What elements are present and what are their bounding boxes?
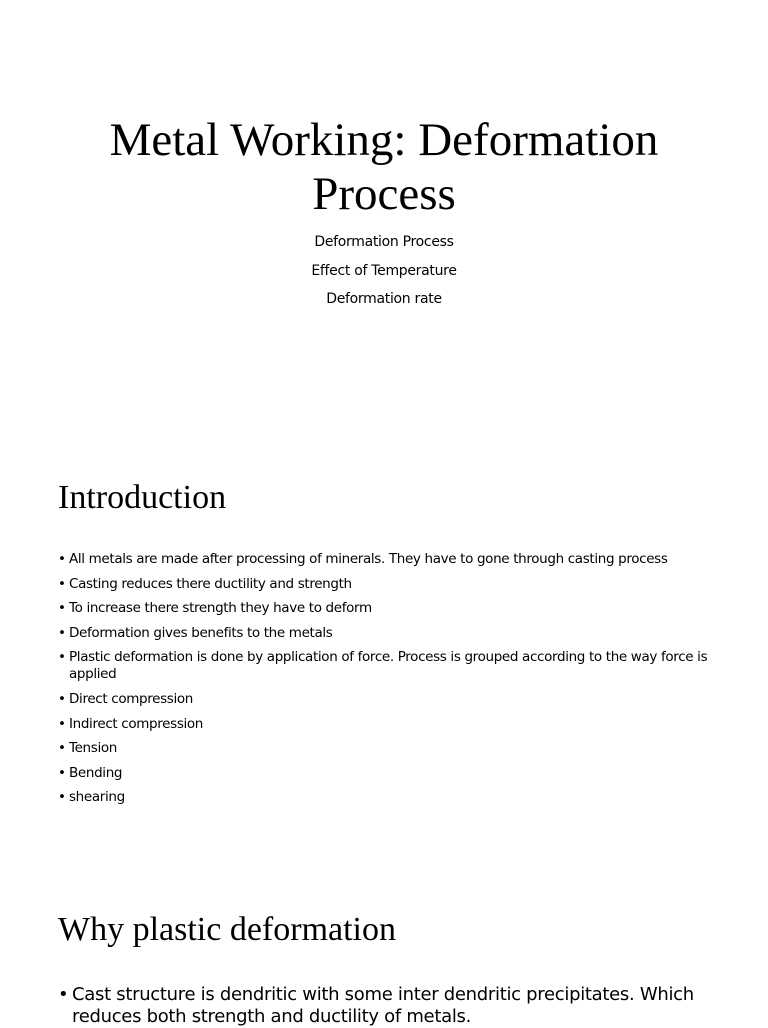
- title-slide: [0, 0, 768, 432]
- subtitle-list: [0, 228, 768, 314]
- bullet-text: Deformation gives benefits to the metals: [69, 624, 333, 641]
- list-item: [58, 576, 718, 593]
- slide-title: [0, 113, 768, 221]
- bullet-text: Plastic deformation is done by application of force. Process is grouped according to the way force is applied: [69, 649, 708, 683]
- bullet-icon: •: [58, 984, 69, 1005]
- bullet-icon: •: [58, 624, 66, 641]
- list-item: [58, 600, 718, 617]
- list-item: [58, 740, 718, 757]
- bullet-text: Direct compression: [69, 690, 194, 707]
- why-plastic-deformation-slide: [0, 864, 768, 1027]
- introduction-slide: [0, 432, 768, 864]
- bullet-text: shearing: [69, 789, 125, 806]
- bullet-icon: •: [58, 551, 66, 567]
- bullet-icon: •: [58, 764, 66, 781]
- list-item: [58, 625, 718, 642]
- list-item: [58, 691, 718, 708]
- bullet-icon: •: [58, 740, 66, 757]
- bullet-text: Bending: [69, 764, 123, 781]
- bullet-icon: •: [58, 575, 66, 592]
- bullet-text: Cast structure is dendritic with some inter dendritic precipitates. Which reduces both strength and ductility of metals.: [72, 984, 694, 1027]
- bullet-icon: •: [58, 649, 66, 666]
- bullet-list: [58, 551, 718, 814]
- list-item: [58, 789, 718, 806]
- subtitle-item: Effect of Temperature: [311, 262, 457, 279]
- list-item: [58, 551, 718, 568]
- bullet-text: Tension: [69, 740, 117, 757]
- slide-heading: Why plastic deformation: [58, 911, 397, 948]
- bullet-icon: •: [58, 690, 66, 707]
- slide-title-line-1: Metal Working: Deformation: [109, 114, 659, 166]
- bullet-text: Indirect compression: [69, 715, 204, 732]
- list-item: [58, 649, 718, 683]
- bullet-text: Casting reduces there ductility and strength: [69, 575, 352, 592]
- bullet-icon: •: [58, 715, 66, 732]
- bullet-text: All metals are made after processing of minerals. They have to gone through casting process: [69, 551, 668, 567]
- bullet-list: [58, 984, 738, 1028]
- bullet-icon: •: [58, 789, 66, 806]
- list-item: [58, 984, 738, 1028]
- subtitle-item: Deformation rate: [326, 291, 442, 307]
- subtitle-item: Deformation Process: [314, 234, 454, 250]
- list-item: [58, 716, 718, 733]
- bullet-text: To increase there strength they have to deform: [69, 600, 372, 617]
- list-item: [58, 765, 718, 782]
- slide-heading: Introduction: [58, 479, 227, 516]
- slide-title-line-2: Process: [312, 168, 456, 220]
- bullet-icon: •: [58, 600, 66, 617]
